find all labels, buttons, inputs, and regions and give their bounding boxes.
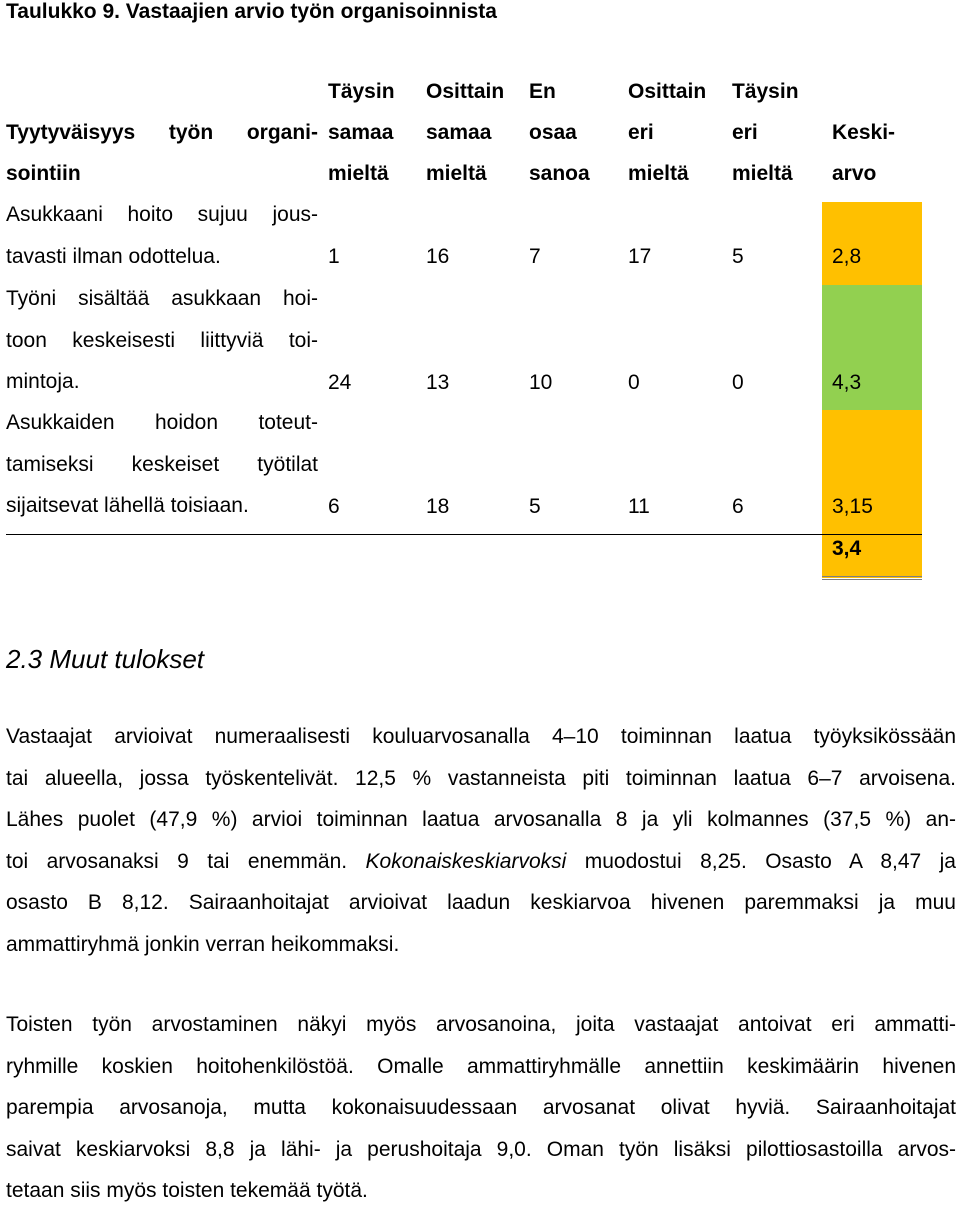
column-header-line: Keski- [832,121,896,144]
row-2-value-2: 13 [426,371,450,394]
row-label-line: tamiseksi keskeiset työtilat [6,452,318,476]
emphasis-text: Kokonaiskeskiarvoksi [365,849,567,873]
column-header-line: samaa [426,121,492,144]
text-span: toi arvosanaksi 9 tai enemmän. [6,849,366,873]
paragraph-line: saivat keskiarvoksi 8,8 ja lähi- ja perushoitaja 9,0. Oman työn lisäksi pilottiosastoilla arvos- [6,1137,956,1161]
column-header-2 [426,71,504,194]
column-header-line: osaa [529,121,577,144]
column-header-5 [732,71,799,194]
column-header-line: Osittain [426,80,505,103]
column-header-1 [328,71,395,194]
column-header-line: eri [628,121,654,144]
column-header-line: sanoa [529,162,590,185]
paragraph-line: Toisten työn arvostaminen näkyi myös arvosanoina, joita vastaajat antoivat eri ammatti- [6,1013,956,1036]
row-label-line: tavasti ilman odottelua. [6,244,221,268]
row-3-value-4: 11 [628,495,650,518]
column-header-line: En [529,80,556,103]
row-label-line: mintoja. [6,370,80,393]
row-3-value-1: 6 [328,495,340,518]
column-header-line: Osittain [628,80,707,103]
paragraph-line [6,841,956,883]
row-2-value-5: 0 [732,371,744,394]
column-header-line: mieltä [328,162,389,185]
row-label-1 [6,194,318,277]
row-1-value-5: 5 [732,245,744,268]
row-1-value-3: 7 [529,245,541,268]
paragraph-line: Vastaajat arvioivat numeraalisesti kouluarvosanalla 4–10 toiminnan laatua työyksikössään [6,725,956,748]
column-header-line: mieltä [426,162,487,185]
column-header-3 [529,71,590,194]
column-header-line: Täysin [328,80,395,103]
row-1-average: 2,8 [832,245,862,268]
paragraph-line: tai alueella, jossa työskentelivät. 12,5 % vastanneista piti toiminnan laatua 6–7 arvoisena. [6,766,956,790]
row-3-value-3: 5 [529,495,541,518]
row-3-average: 3,15 [832,495,873,518]
paragraph-line: Lähes puolet (47,9 %) arvioi toiminnan laatua arvosanalla 8 ja yli kolmannes (37,5 %) an- [6,808,956,831]
row-label-line: sijaitsevat lähellä toisiaan. [6,494,249,517]
header-label-line: sointiin [6,162,81,185]
header-label [6,112,318,194]
row-2-average: 4,3 [832,371,862,394]
row-2-value-3: 10 [529,371,553,394]
column-header-line: eri [732,121,758,144]
paragraph-1 [6,716,956,965]
row-2-value-1: 24 [328,371,352,394]
column-header-line: Täysin [732,80,799,103]
row-3-value-5: 6 [732,495,744,518]
column-header-line [832,71,895,112]
column-header-line: samaa [328,121,394,144]
row-label-line: Työni sisältää asukkaan hoi- [6,287,318,310]
row-label-line: toon keskeisesti liittyviä toi- [6,328,318,352]
section-title: 2.3 Muut tulokset [6,644,204,674]
row-1-value-4: 17 [628,245,652,268]
column-header-line: arvo [832,162,877,185]
paragraph-line: parempia arvosanoja, mutta kokonaisuudessaan arvosanat olivat hyviä. Sairaanhoitajat [6,1096,956,1119]
header-label-line: Tyytyväisyys työn organi- [6,121,318,144]
row-label-2 [6,278,318,403]
total-average: 3,4 [832,537,862,560]
column-header-line: mieltä [628,162,689,185]
column-header-average [832,71,895,194]
table-caption: Taulukko 9. Vastaajien arvio työn organisoinnista [6,0,497,23]
row-label-line: Asukkaiden hoidon toteut- [6,411,318,434]
paragraph-line: ryhmille koskien hoitohenkilöstöä. Omalle ammattiryhmälle annettiin keskimäärin hivenen [6,1054,956,1078]
total-average-underline [822,579,922,580]
row-2-value-4: 0 [628,371,640,394]
row-1-value-1: 1 [328,245,340,268]
paragraph-2 [6,1004,956,1212]
paragraph-line: tetaan siis myös toisten tekemää työtä. [6,1179,368,1202]
row-3-value-2: 18 [426,495,450,518]
row-1-value-2: 16 [426,245,450,268]
row-label-line: Asukkaani hoito sujuu jous- [6,203,318,226]
table-bottom-rule [6,534,922,535]
total-average-underline [822,576,922,577]
row-label-3 [6,402,318,527]
column-header-line: mieltä [732,162,793,185]
paragraph-line: osasto B 8,12. Sairaanhoitajat arvioivat laadun keskiarvoa hivenen paremmaksi ja muu [6,891,956,914]
column-header-4 [628,71,706,194]
text-span: muodostui 8,25. Osasto A 8,47 ja [566,849,956,873]
paragraph-line: ammattiryhmä jonkin verran heikommaksi. [6,932,400,956]
